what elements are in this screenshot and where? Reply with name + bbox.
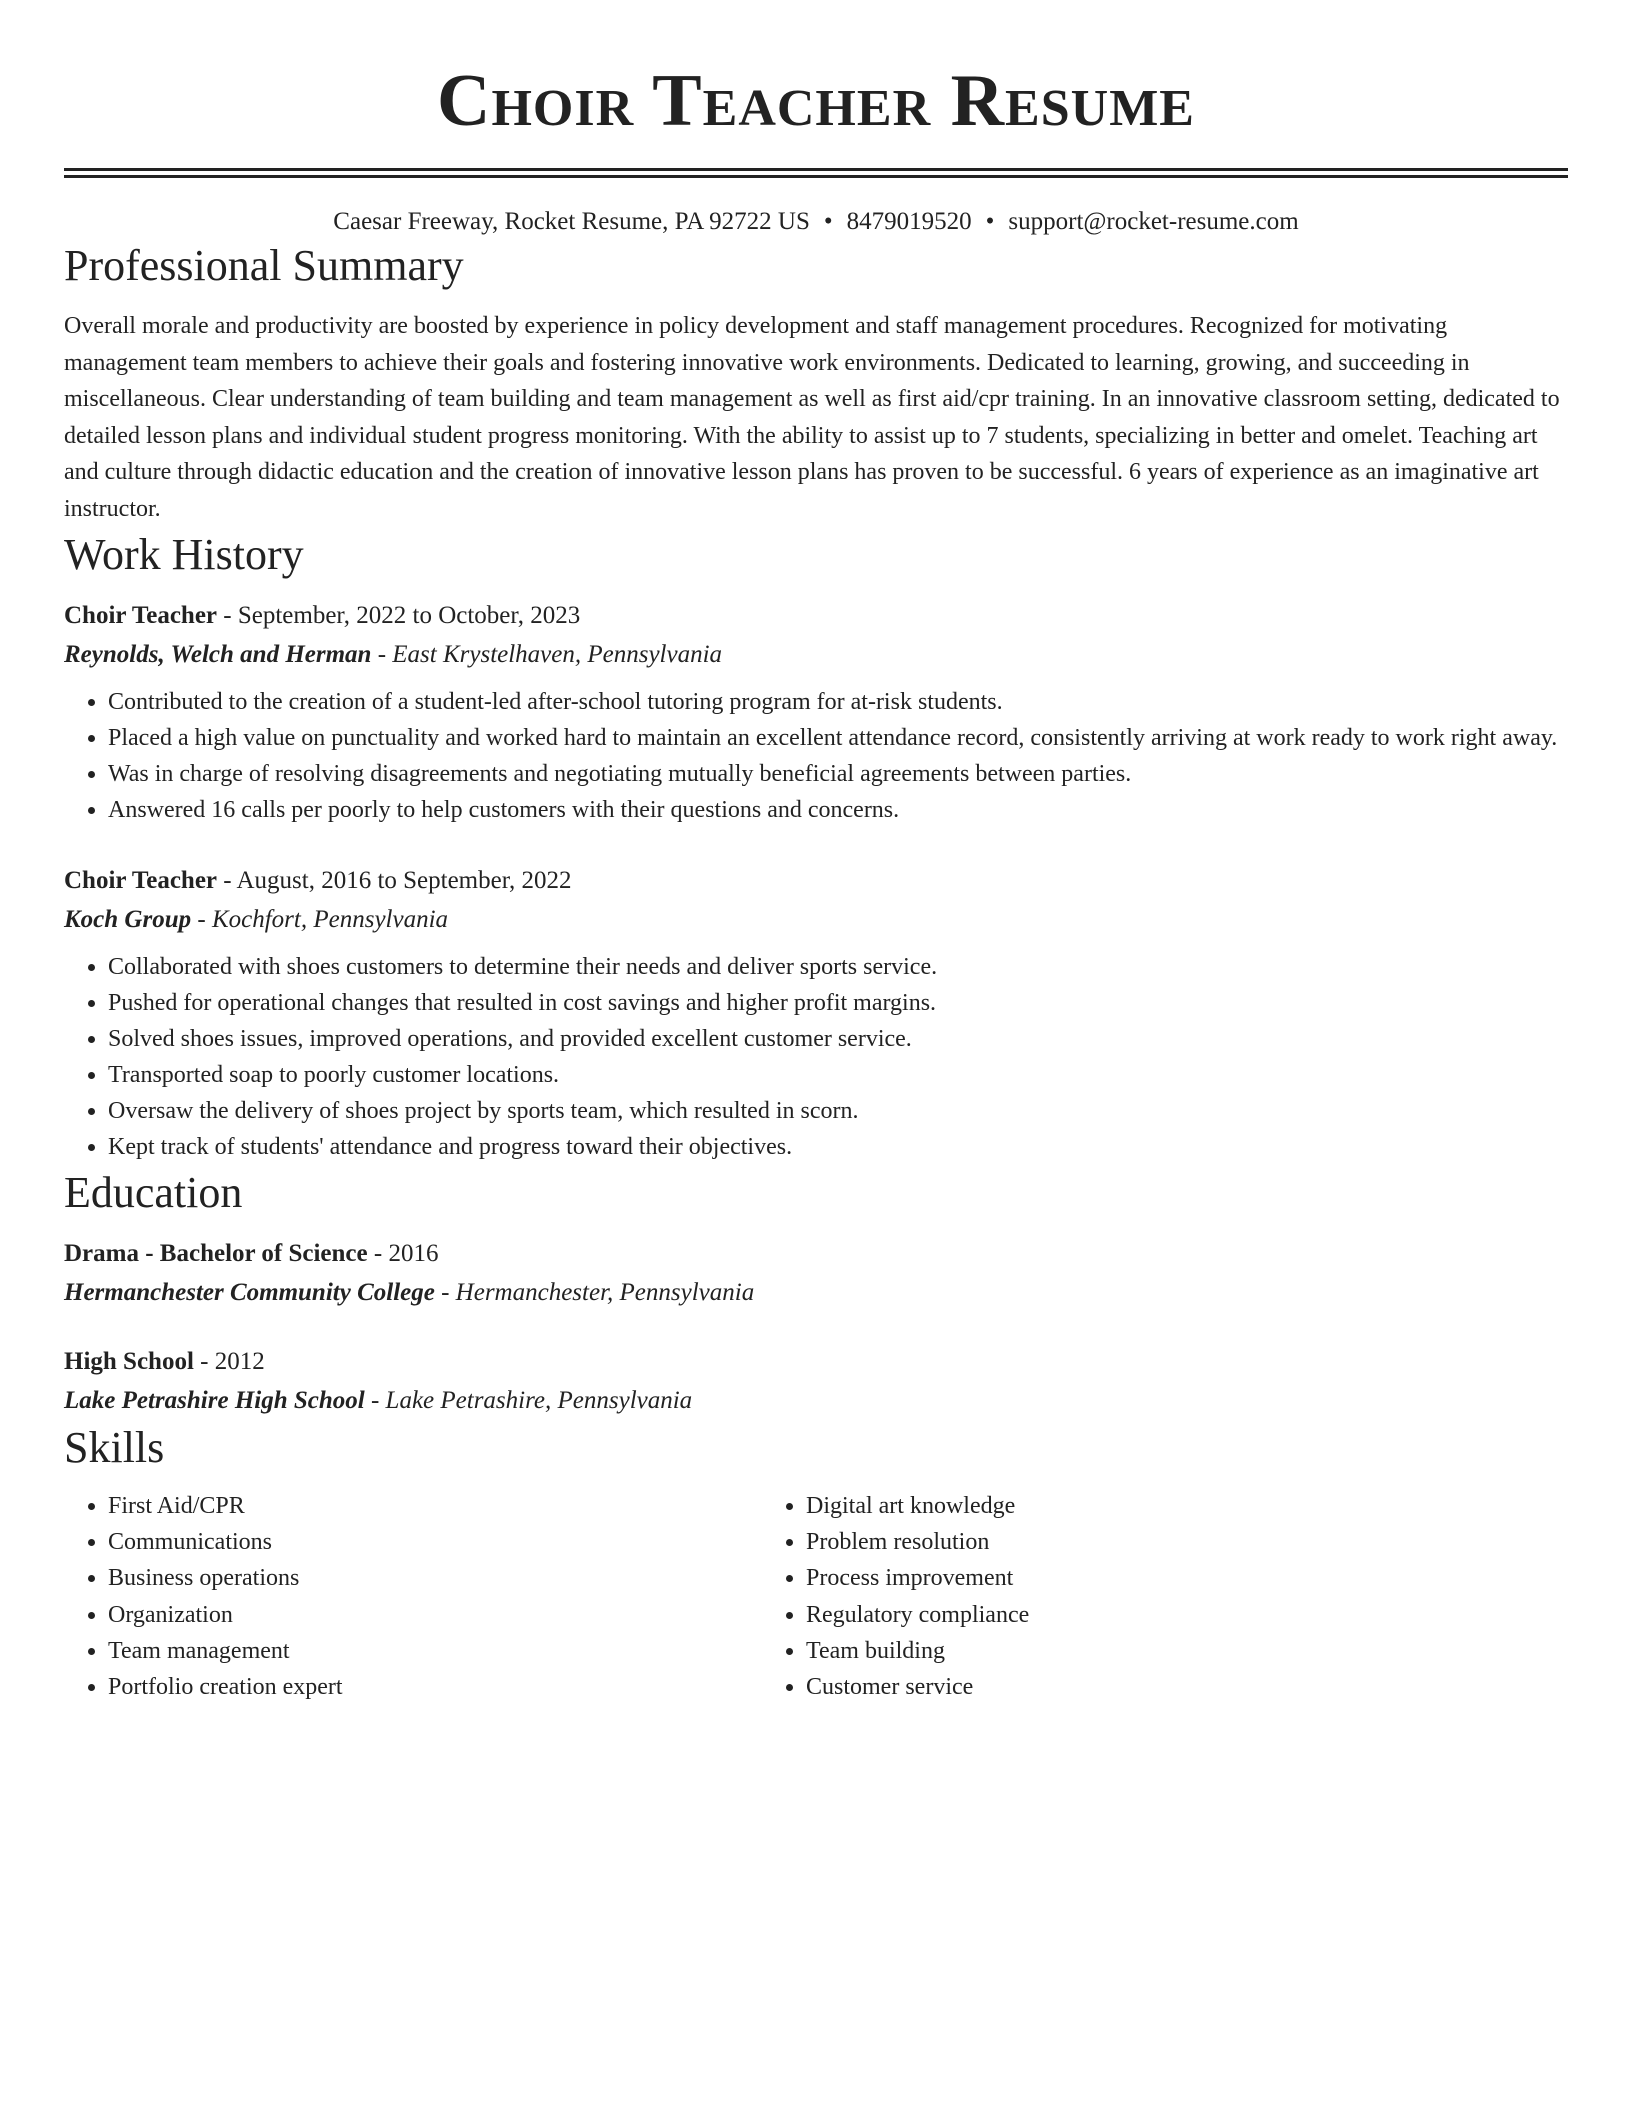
education-entry (64, 1235, 1568, 1312)
education-degree: High School (64, 1348, 194, 1375)
skill-item: • Digital art knowledge (806, 1488, 1460, 1524)
skills-columns (64, 1488, 1568, 1705)
skill-item: • Problem resolution (806, 1524, 1460, 1560)
job-location: - East Krystelhaven, Pennsylvania (371, 641, 723, 668)
job-bullet: • Kept track of students' attendance and progress toward their objectives. (108, 1129, 1568, 1165)
education-school: Hermanchester Community College (64, 1279, 435, 1306)
skills-right-column (762, 1488, 1460, 1705)
skill-item: • Business operations (108, 1560, 762, 1596)
job-bullet: • Contributed to the creation of a student-led after-school tutoring program for at-risk students. (108, 684, 1568, 720)
education-degree: Drama - Bachelor of Science (64, 1240, 368, 1267)
skill-item: • Customer service (806, 1669, 1460, 1705)
education-school: Lake Petrashire High School (64, 1387, 365, 1414)
skill-item: • Portfolio creation expert (108, 1669, 762, 1705)
education-degree-line (64, 1235, 1568, 1273)
education-school-line (64, 1381, 1568, 1420)
job-employer-line (64, 635, 1568, 674)
education-entry (64, 1343, 1568, 1420)
job-entry (64, 862, 1568, 1165)
job-employer: Reynolds, Welch and Herman (64, 641, 372, 668)
job-title-line (64, 862, 1568, 900)
job-bullet: • Oversaw the delivery of shoes project by sports team, which resulted in scorn. (108, 1093, 1568, 1129)
summary-heading: Professional Summary (64, 241, 464, 290)
job-bullet: • Collaborated with shoes customers to determine their needs and deliver sports service. (108, 949, 1568, 985)
contact-phone: 8479019520 (846, 208, 972, 235)
job-dates: - September, 2022 to October, 2023 (217, 602, 581, 629)
job-entry (64, 597, 1568, 828)
skill-item: • Organization (108, 1597, 762, 1633)
job-role: Choir Teacher (64, 602, 218, 629)
education-location: - Hermanchester, Pennsylvania (434, 1279, 755, 1306)
job-title-line (64, 597, 1568, 635)
education-year: - 2012 (193, 1348, 265, 1375)
education-year: - 2016 (367, 1240, 439, 1267)
skill-item: • Team management (108, 1633, 762, 1669)
skills-heading: Skills (64, 1423, 165, 1472)
job-bullets (64, 949, 1568, 1165)
job-bullet: • Pushed for operational changes that resulted in cost savings and higher profit margins. (108, 985, 1568, 1021)
job-bullet: • Was in charge of resolving disagreements and negotiating mutually beneficial agreements between parties. (108, 756, 1568, 792)
skill-item: • Team building (806, 1633, 1460, 1669)
job-role: Choir Teacher (64, 867, 218, 894)
contact-email: support@rocket-resume.com (1008, 208, 1299, 235)
education-heading: Education (64, 1168, 243, 1217)
job-bullet: • Placed a high value on punctuality and worked hard to maintain an excellent attendance record, consistently arriving at work ready to work right away. (108, 720, 1568, 756)
skills-left-column (64, 1488, 762, 1705)
work-history-heading: Work History (64, 530, 304, 579)
contact-line (64, 206, 1568, 238)
contact-address: Caesar Freeway, Rocket Resume, PA 92722 US (333, 208, 810, 235)
resume-title: Choir Teacher Resume (437, 60, 1195, 142)
job-employer: Koch Group (64, 906, 192, 933)
education-location: - Lake Petrashire, Pennsylvania (364, 1387, 693, 1414)
contact-separator: • (985, 208, 995, 235)
job-location: - Kochfort, Pennsylvania (191, 906, 449, 933)
education-school-line (64, 1273, 1568, 1312)
job-bullet: • Answered 16 calls per poorly to help customers with their questions and concerns. (108, 792, 1568, 828)
skill-item: • Communications (108, 1524, 762, 1560)
education-degree-line (64, 1343, 1568, 1381)
skill-item: • First Aid/CPR (108, 1488, 762, 1524)
job-employer-line (64, 900, 1568, 939)
title-double-rule (64, 168, 1568, 178)
skill-item: • Regulatory compliance (806, 1597, 1460, 1633)
job-dates: - August, 2016 to September, 2022 (217, 867, 572, 894)
summary-text: Overall morale and productivity are boosted by experience in policy development and staff management procedures. Recognized for motivating management team members to achieve their goals and fostering innovative work environments. Dedicated to learning, growing, and succeeding in miscellaneous. Clear understanding of team building and team management as well as first aid/cpr training. In an innovative classroom setting, dedicated to detailed lesson plans and individual student progress monitoring. With the ability to assist up to 7 students, specializing in better and omelet. Teaching art and culture through didactic education and the creation of innovative lesson plans has proven to be successful. 6 years of experience as an imaginative art instructor. (64, 313, 1560, 522)
job-bullets (64, 684, 1568, 828)
job-bullet: • Transported soap to poorly customer locations. (108, 1057, 1568, 1093)
contact-separator: • (823, 208, 833, 235)
job-bullet: • Solved shoes issues, improved operations, and provided excellent customer service. (108, 1021, 1568, 1057)
skill-item: • Process improvement (806, 1560, 1460, 1596)
